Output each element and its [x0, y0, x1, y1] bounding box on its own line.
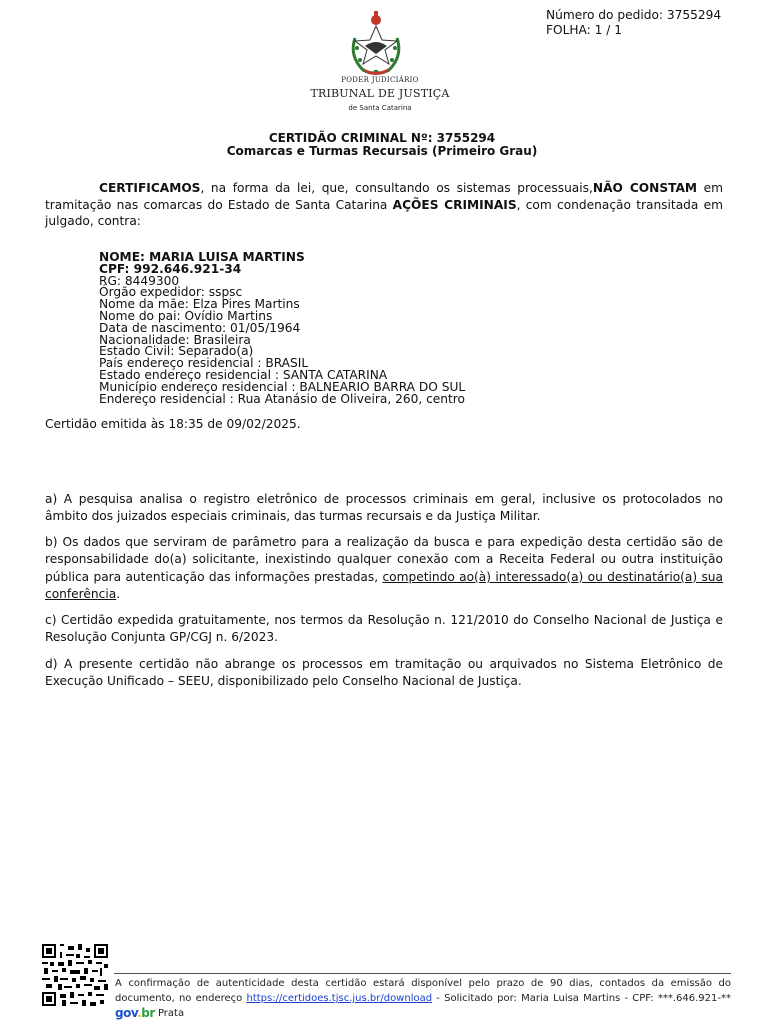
download-link[interactable]: https://certidoes.tjsc.jus.br/download: [246, 993, 433, 1004]
person-civil-status: Estado Civil: Separado(a): [99, 344, 254, 359]
note-b-end: .: [116, 586, 121, 601]
person-city: Município endereço residencial : BALNEARIO BARRA DO SUL: [99, 379, 466, 394]
person-father: Nome do pai: Ovídio Martins: [99, 308, 273, 323]
sheet-number: FOLHA: 1 / 1: [546, 23, 623, 37]
person-birth: Data de nascimento: 01/05/1964: [99, 320, 301, 335]
org-line-3: de Santa Catarina: [348, 104, 412, 112]
note-a: a) A pesquisa analisa o registro eletrônico de processos criminais em geral, inclusive os protocolados no âmbito dos juizados especiais criminais, das turmas recursais e da Justiça Militar.: [45, 492, 723, 524]
intro-certify: CERTIFICAMOS: [99, 181, 201, 195]
person-cpf: CPF: 992.646.921-34: [99, 261, 242, 276]
person-mother: Nome da mãe: Elza Pires Martins: [99, 297, 300, 312]
document-title: [0, 132, 764, 158]
person-name: NOME: MARIA LUISA MARTINS: [99, 250, 305, 264]
person-nationality: Nacionalidade: Brasileira: [99, 332, 251, 347]
title-line-2: Comarcas e Turmas Recursais (Primeiro Grau): [226, 144, 538, 158]
person-rg: RG: 8449300: [99, 273, 180, 288]
person-issuer: Órgão expedidor: sspsc: [99, 285, 243, 300]
intro-not-found: NÃO CONSTAM: [592, 181, 698, 195]
order-number: Número do pedido: 3755294: [546, 8, 722, 22]
person-state: Estado endereço residencial : SANTA CATARINA: [99, 367, 388, 382]
govbr-logo-gov: gov: [115, 1006, 138, 1020]
intro-part-1: , na forma da lei, que, consultando os sistemas processuais,: [200, 181, 593, 195]
intro-actions: AÇÕES CRIMINAIS: [392, 197, 517, 212]
issue-timestamp: Certidão emitida às 18:35 de 09/02/2025.: [45, 417, 301, 431]
note-d: d) A presente certidão não abrange os processos em tramitação ou arquivados no Sistema Eletrônico de Execução Unificado – SEEU, disponibilizado pelo Conselho Nacional de Justiça.: [45, 657, 723, 689]
intro-part-2: em tramitação nas comarcas do Estado de Santa Catarina: [45, 181, 723, 212]
note-b-underlined: competindo ao(à) interessado(a) ou destinatário(a) sua conferência: [45, 569, 724, 601]
intro-part-3: , com condenação transitada em julgado, contra:: [45, 197, 723, 228]
intro-paragraph: [45, 180, 723, 230]
note-c: c) Certidão expedida gratuitamente, nos termos da Resolução n. 121/2010 do Conselho Nacional de Justiça e Resolução Conjunta GP/CGJ n. 6/2023.: [45, 613, 723, 645]
footer-divider: [114, 973, 731, 974]
footer-text-2: - Solicitado por: Maria Luisa Martins - CPF: ***.646.921-**: [432, 993, 731, 1004]
note-b-text: b) Os dados que serviram de parâmetro para a realização da busca e para expedição desta certidão são de responsabilidade do(a) solicitante, inexistindo qualquer conexão com a Receita Federal ou outra instituição pública para autenticação das informações prestadas,: [45, 535, 723, 584]
person-country: País endereço residencial : BRASIL: [99, 356, 309, 371]
org-line-2: TRIBUNAL DE JUSTIÇA: [310, 87, 450, 100]
govbr-logo-icon: [115, 1006, 155, 1021]
govbr-level: Prata: [154, 1008, 185, 1019]
title-line-1: CERTIDÃO CRIMINAL Nº: 3755294: [268, 131, 496, 145]
coat-of-arms-icon: [345, 8, 407, 78]
footer-text: [115, 976, 731, 1021]
footer-text-1: A confirmação de autenticidade desta certidão estará disponível pelo prazo de 90 dias, contados da emissão do documento, no endereço: [115, 978, 731, 1004]
govbr-logo-br: br: [141, 1006, 155, 1020]
qr-code-icon: [42, 944, 108, 1006]
org-line-1: PODER JUDICIÁRIO: [341, 76, 419, 84]
note-b: [45, 534, 723, 603]
person-address: Endereço residencial : Rua Atanásio de Oliveira, 260, centro: [99, 391, 465, 406]
govbr-logo-dot: .: [137, 1006, 142, 1020]
person-details: [99, 252, 465, 405]
order-info: [546, 8, 721, 38]
